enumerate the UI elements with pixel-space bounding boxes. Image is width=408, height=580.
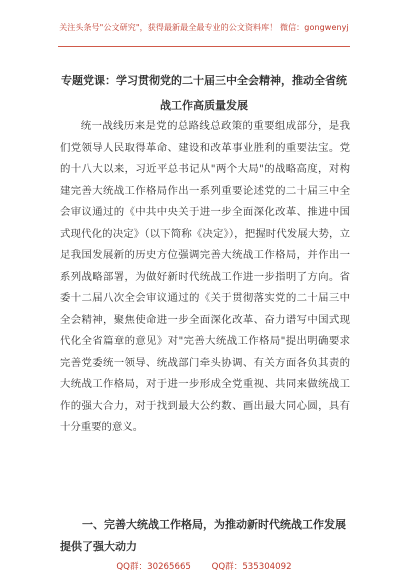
footer-qq-group-1: QQ群：30265665 xyxy=(116,562,191,572)
header-divider xyxy=(58,46,350,47)
footer-qq-group-2: QQ群：535304092 xyxy=(211,562,292,572)
header-note: 关注头条号"公文研究"，获得最新最全最专业的公文资料库！ 微信：gongwenyj xyxy=(59,23,349,32)
document-title: 专题党课：学习贯彻党的二十届三中全会精神，推动全省统战工作高质量发展 xyxy=(61,74,347,112)
body-paragraph: 统一战线历来是党的总路线总政策的重要组成部分，是我们党领导人民取得革命、建设和改革事业胜利的重要法宝。党的十八大以来，习近平总书记从"两个大局"的战略高度，对构建完善大统战工作格局作出一系列重要论述党的二十届三中全会审议通过的《中共中央关于进一步全面深化改革、推进中国式现代化的决定》（以下简称《决定》），把握时代发展大势，立足我国发展新的历史方位强调完善大统战工作格局，并作出一系列战略部署，为做好新时代统战工作进一步指明了方向。省委十二届八次全会审议通过的《关于贯彻落实党的二十届三中全会精神，聚焦使命进一步全面深化改革、奋力谱写中国式现代化全省篇章的意见》对"完善大统战工作格局"提出明确要求完善党委统一领导、统战部门牵头协调、有关方面各负其责的大统战工作格局，对于进一步形成全党重视、共同来做统战工作的强大合力，对于找到最大公约数、画出最大同心圆，具有十分重要的意义。 xyxy=(60,120,350,433)
section-heading: 一、完善大统战工作格局，为推动新时代统战工作发展提供了强大动力 xyxy=(60,518,346,553)
footer xyxy=(0,560,408,572)
